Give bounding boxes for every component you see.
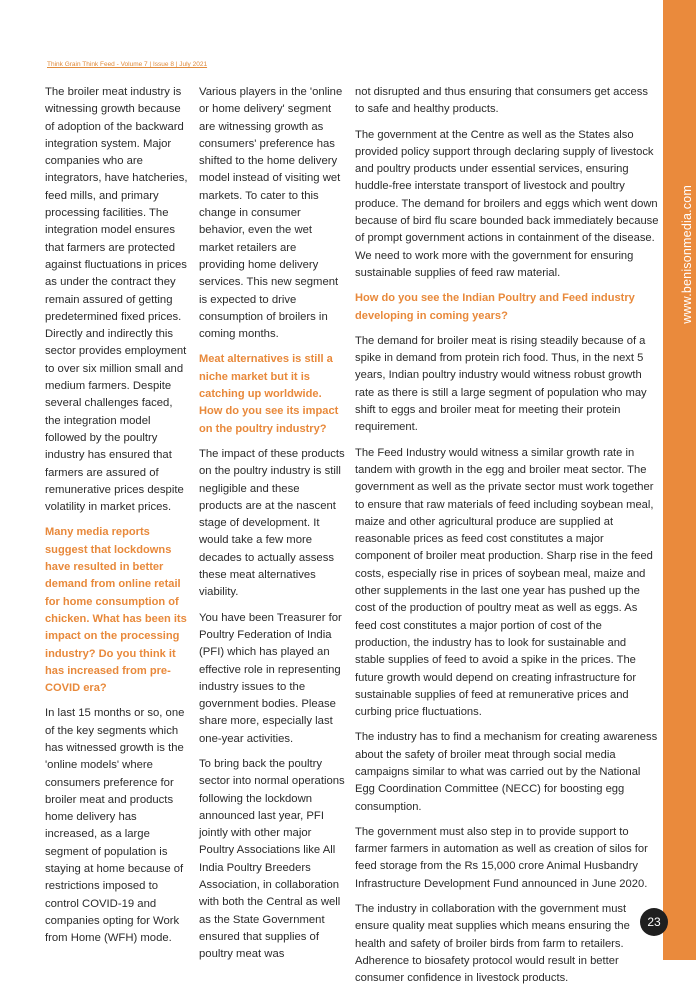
website-url[interactable]: www.benisonmedia.com [680,185,694,324]
interview-question: How do you see the Indian Poultry and Feed industry developing in coming years? [355,292,635,322]
interview-question-plain: You have been Treasurer for Poultry Federation of India (PFI) which has played an effective role in representing industry issues to the government bodies. Please share more, especially last one-year activities. [199,611,342,745]
paragraph: The Feed Industry would witness a similar growth rate in tandem with growth in the egg and broiler meat sector. The government as well as the private sector must work together to ensure that raw materials of feed including soybean meal, maize and other agricultural produce are supplied at reasonable prices as feed cost constitutes a major component of broiler meat production. Sharp rise in the feed costs, especially rise in prices of soybean meal, maize and other supplements in the last one year has pushed up the cost of the production of poultry meat as well as eggs. As feed cost constitutes a major portion of cost of the production, the industry has to look for sustainable and stable supplies of feed to avoid a spike in the prices. The future growth would depend on creating infrastructure for sustainable supplies of feed at remunerative prices and curbing price fluctuations. [355,446,654,719]
paragraph: The government must also step in to provide support to farmer farmers in automation as well as creation of silos for feed storage from the Rs 15,000 crore Animal Husbandry Infrastructure Development Fund announced in June 2020. [355,825,648,890]
running-header: Think Grain Think Feed - Volume 7 | Issue 8 | July 2021 [47,61,208,68]
paragraph: The industry has to find a mechanism for creating awareness about the safety of broiler meat through social media campaigns similar to what was carried out by the National Egg Coordination Committee (NECC) for boosting egg consumption. [355,731,658,813]
sidebar-strip [663,0,696,960]
paragraph: The impact of these products on the poultry industry is still negligible and these products are at the nascent stage of development. It would take a few more decades to actually assess these meat alternatives viability. [199,447,345,599]
page-number: 23 [640,908,668,936]
column-3 [355,84,659,996]
paragraph: In last 15 months or so, one of the key segments which has witnessed growth is the 'online models' where consumers preference for broiler meat and products home delivery has increased, as a large segment of population is staying at home because of restrictions imposed to control COVID-19 and companies opting for Work from Home (WFH) mode. [45,707,185,945]
interview-question: Meat alternatives is still a niche market but it is catching up worldwide. How do you see its impact on the poultry industry? [199,353,339,435]
paragraph: The industry in collaboration with the government must ensure quality meat supplies which means ensuring the health and safety of broiler birds from farm to retailers. Adherence to biosafety protocol would result in better consumer confidence in livestock products. [355,903,630,985]
paragraph: The demand for broiler meat is rising steadily because of a spike in demand from protein rich food. Thus, in the next 5 years, Indian poultry industry would witness robust growth rate as there is still a large segment of population who may shift to eggs and broiler meat for meeting their protein requirement. [355,334,647,434]
paragraph: not disrupted and thus ensuring that consumers get access to safe and healthy products. [355,86,648,116]
column-2 [199,84,345,972]
column-1 [45,84,191,956]
paragraph: To bring back the poultry sector into normal operations following the lockdown announced last year, PFI jointly with other major Poultry Associations like All India Poultry Breeders Association, in collaboration with both the Central as well as the State Government ensured that supplies of poultry meat was [199,757,345,961]
interview-question: Many media reports suggest that lockdowns have resulted in better demand from online retail for home consumption of chicken. What has been its impact on the processing industry? Do you think it has increased from pre-COVID era? [45,526,187,695]
paragraph: The government at the Centre as well as the States also provided policy support through declaring supply of livestock and poultry products under essential services, ensuring huddle-free interstate transport of livestock and poultry produce. The demand for broilers and eggs which went down because of bird flu scare bounded back immediately because of prompt government actions in containment of the disease. We need to work more with the government for ensuring sustainable supplies of feed raw material. [355,128,659,279]
paragraph: Various players in the 'online or home delivery' segment are witnessing growth as consumers' preference has shifted to the home delivery model instead of visiting wet markets. To cater to this change in consumer behavior, even the wet market retailers are providing home delivery services. This new segment is expected to drive consumption of broilers in coming months. [199,86,343,341]
paragraph: The broiler meat industry is witnessing growth because of adoption of the backward integration system. Major companies who are integrators, have hatcheries, feed mills, and primary processing facilities. The integration model ensures that farmers are protected against fluctuations in prices as under the contract they remain assured of getting predetermined fixed prices. Directly and indirectly this sector provides employment to over six million small and medium farmers. Despite several challenges faced, the integration model followed by the poultry industry has ensured that farmers are assured of remunerative prices despite volatility in market prices. [45,86,188,514]
